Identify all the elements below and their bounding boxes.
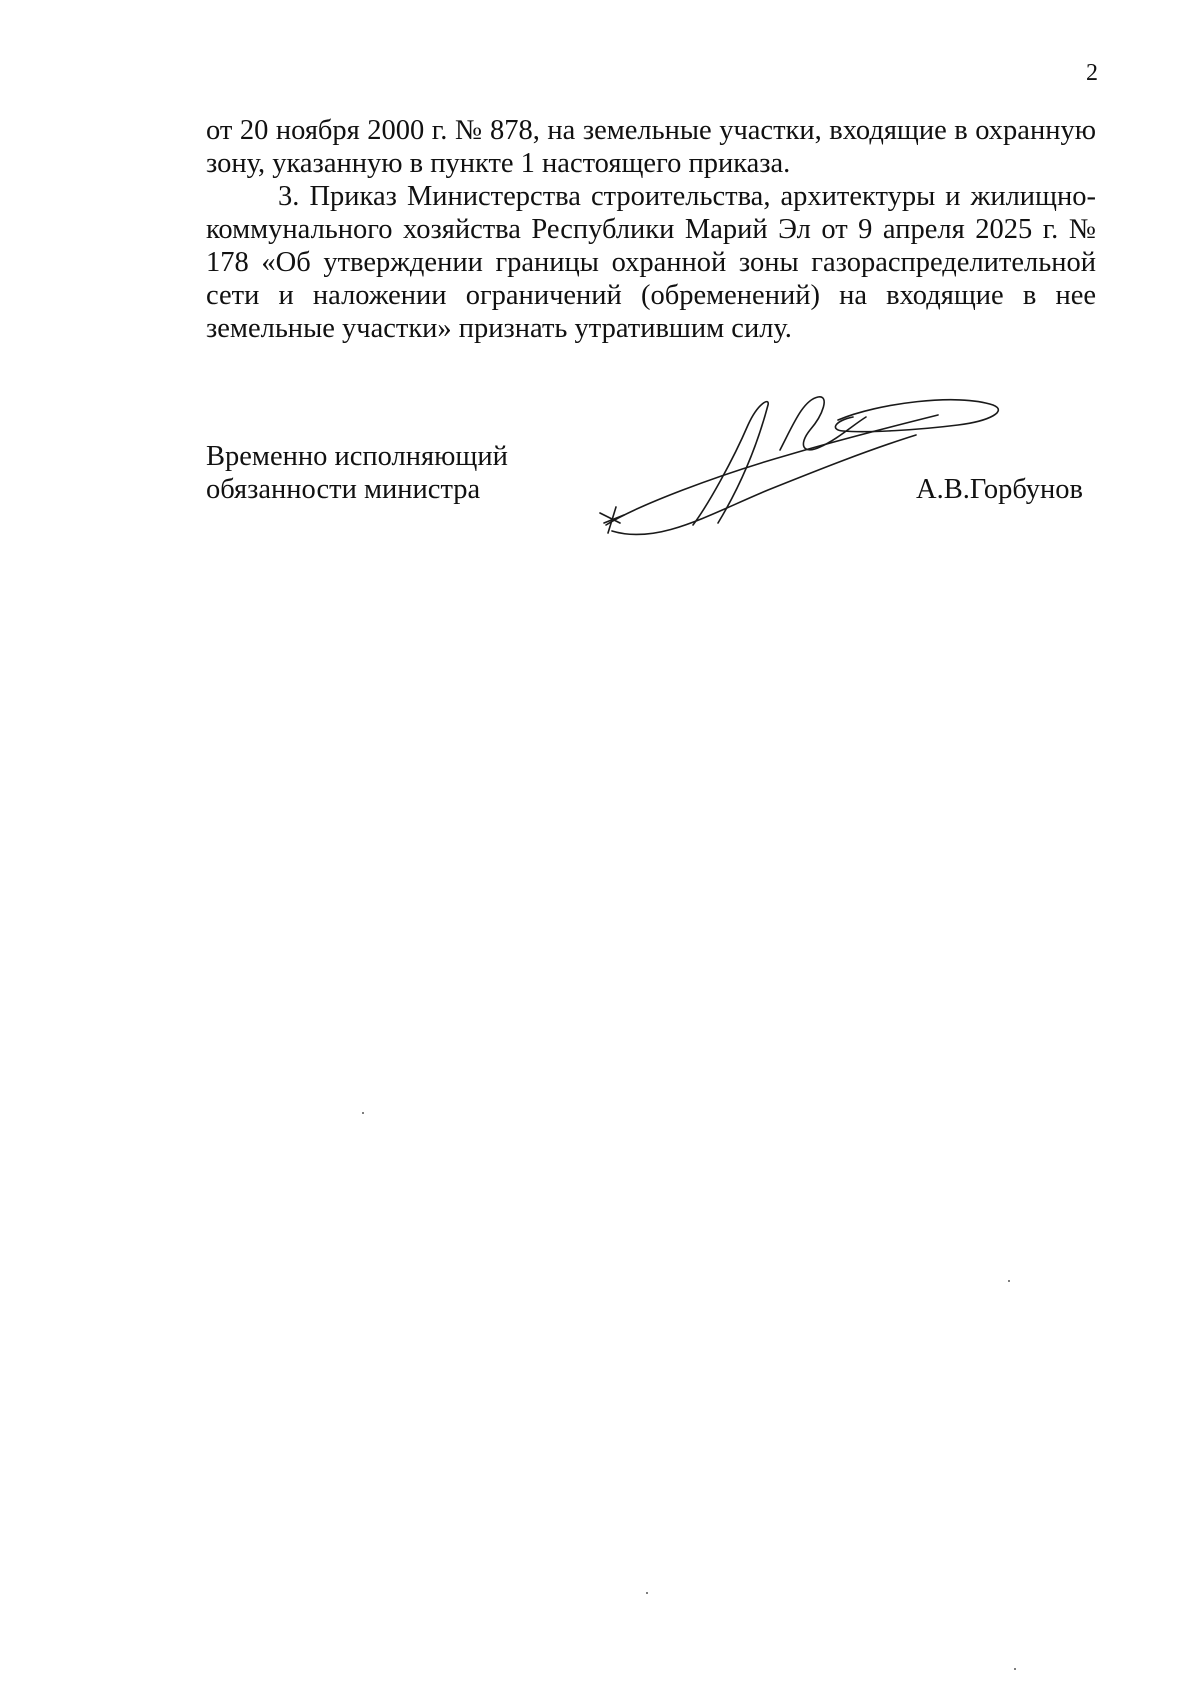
handwritten-signature	[598, 395, 1008, 545]
scan-speck	[646, 1592, 648, 1594]
paragraph-item-3: 3. Приказ Министерства строительства, архитектуры и жилищно-коммунального хозяйства Республики Марий Эл от 9 апреля 2025 г. № 178 «Об утверждении границы охранной зоны газораспределительной сети и наложении ограничений (обременений) на входящие в нее земельные участки» признать утратившим силу.	[206, 181, 1096, 344]
signer-name: А.В.Горбунов	[916, 474, 1083, 505]
document-body	[206, 114, 1096, 345]
signer-position	[206, 440, 508, 506]
scan-speck	[362, 1112, 364, 1114]
page-number: 2	[1086, 60, 1098, 86]
signer-title-line-2: обязанности министра	[206, 474, 481, 505]
scan-speck	[1014, 1668, 1016, 1670]
scan-speck	[1008, 1280, 1010, 1282]
paragraph-continuation: от 20 ноября 2000 г. № 878, на земельные участки, входящие в охранную зону, указанную в пункте 1 настоящего приказа.	[206, 115, 1096, 179]
signer-title-line-1: Временно исполняющий	[206, 441, 508, 472]
